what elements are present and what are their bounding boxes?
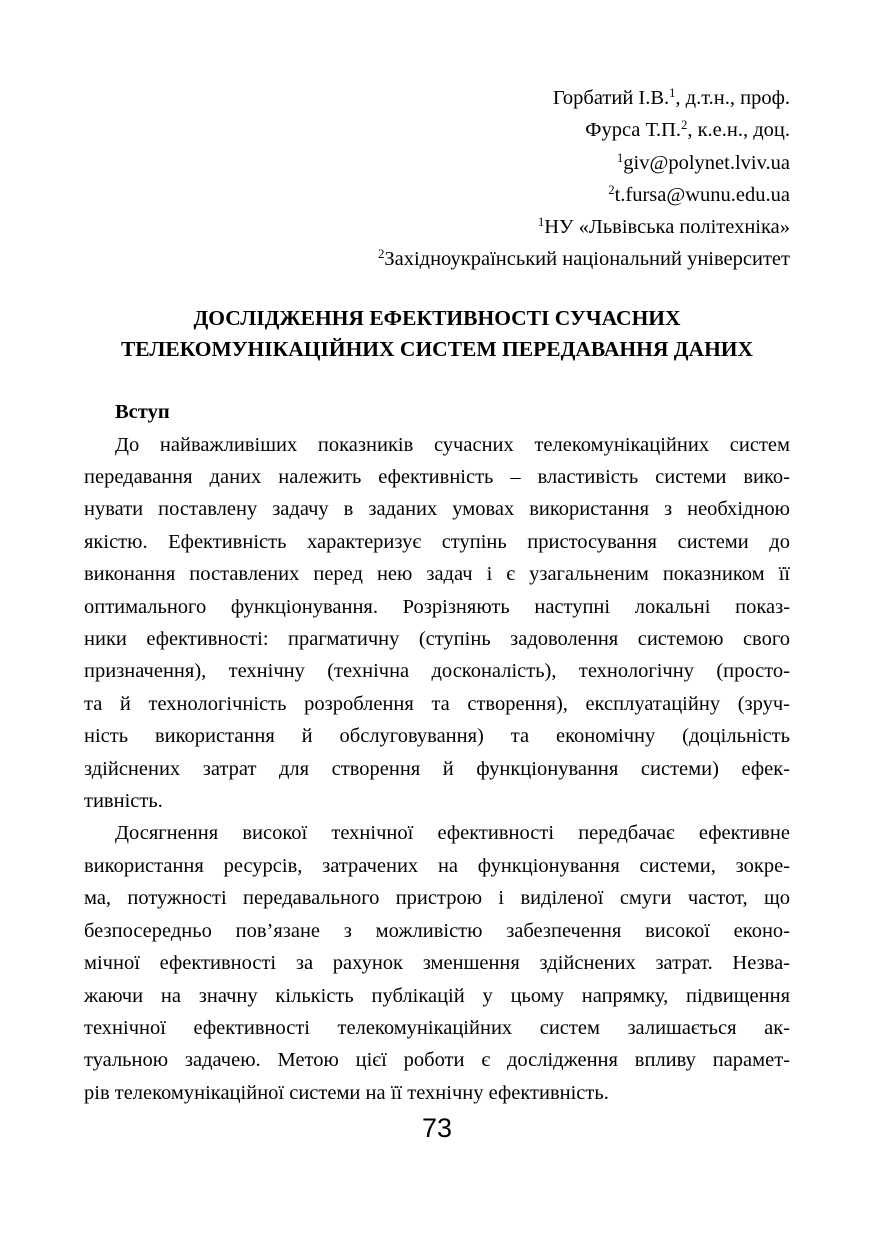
text-line: ність використання й обслуговування) та економічну (доцільність [84,725,790,748]
paragraph-1 [84,429,790,818]
author-degree: , к.е.н., доц. [687,119,790,142]
text-line: виконання поставлених перед нею задач і є узагальненим показником її [84,563,790,586]
text-line: тивність. [84,790,163,813]
text-line: здійснених затрат для створення й функціонування системи) ефек- [84,757,790,780]
text-line: використання ресурсів, затрачених на функціонування системи, зокре- [84,854,790,877]
paper-title-line-2: ТЕЛЕКОМУНІКАЦІЙНИХ СИСТЕМ ПЕРЕДАВАННЯ ДАНИХ [120,337,754,362]
text-line: нувати поставлену задачу в заданих умовах використання з необхідною [84,498,790,521]
text-line: та й технологічність розроблення та створення), експлуатаційну (зруч- [84,692,790,715]
author-email-line-1: 1giv@polynet.lviv.ua [617,150,790,174]
paper-title-line-1: ДОСЛІДЖЕННЯ ЕФЕКТИВНОСТІ СУЧАСНИХ [193,305,681,330]
affiliation-text: НУ «Львівська політехніка» [544,216,790,239]
text-line: ма, потужності передавального пристрою і виділеної смуги частот, що [84,887,790,910]
paragraph-2 [84,817,790,1109]
text-line: якістю. Ефективність характеризує ступінь пристосування системи до [84,530,790,553]
email-text: t.fursa@wunu.edu.ua [614,183,790,206]
text-line: туальною задачею. Метою цієї роботи є дослідження впливу парамет- [84,1049,790,1072]
text-line: До найважливіших показників сучасних телекомунікаційних систем [115,433,790,456]
page-number: 73 [421,1113,453,1144]
text-line: технічної ефективності телекомунікаційних систем залишається ак- [84,1016,790,1039]
author-line-fursa: Фурса Т.П.2, к.е.н., доц. [585,118,790,142]
affiliation-line-2: 2Західноукраїнський національний університет [378,247,790,271]
text-line: мічної ефективності за рахунок зменшення здійснених затрат. Незва- [84,952,790,975]
author-email-line-2: 2t.fursa@wunu.edu.ua [608,182,790,206]
author-block [84,82,790,276]
author-degree: , д.т.н., проф. [675,87,790,109]
text-line: рів телекомунікаційної системи на її технічну ефективність. [84,1081,609,1104]
text-line: Досягнення високої технічної ефективності передбачає ефективне [115,822,790,845]
text-line: призначення), технічну (технічна досконалість), технологічну (просто- [84,660,790,683]
email-text: giv@polynet.lviv.ua [623,151,790,174]
author-name: Фурса Т.П. [585,119,682,142]
text-line: оптимального функціонування. Розрізняють наступні локальні показ- [84,595,790,618]
text-line: ники ефективності: прагматичну (ступінь задоволення системою свого [84,628,790,651]
author-line-gorbatyi: Горбатий І.В.1, д.т.н., проф. [552,86,790,109]
section-heading-intro: Вступ [115,401,170,424]
paper-title [84,303,790,366]
affiliation-text: Західноукраїнський національний університет [384,248,790,271]
text-line: жаючи на значну кількість публікацій у цьому напрямку, підвищення [84,984,790,1007]
author-name: Горбатий І.В. [552,87,670,109]
text-line: передавання даних належить ефективність – властивість системи вико- [84,466,790,488]
affiliation-line-1: 1НУ «Львівська політехніка» [537,215,790,239]
text-line: безпосередньо пов’язане з можливістю забезпечення високої еконо- [84,919,790,942]
